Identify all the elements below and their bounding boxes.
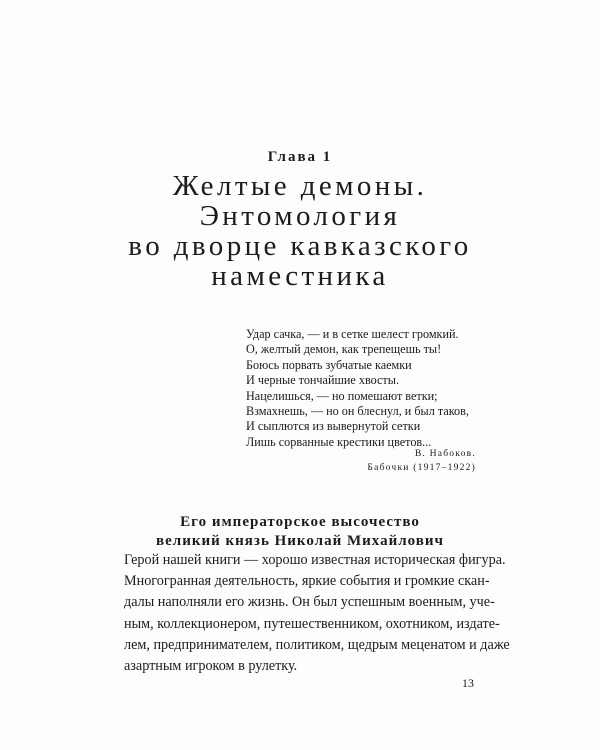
epigraph-line: О, желтый демон, как трепещешь ты! [246,342,442,357]
epigraph-line: Нацелишься, — но помешают ветки; [246,388,438,403]
epigraph-source: Бабочки (1917–1922) [367,462,476,473]
body-line: Многогранная деятельность, яркие события и громкие скан- [124,573,490,590]
chapter-title-line: Желтые демоны. [172,170,428,202]
section-heading-line: Его императорское высочество [180,514,420,530]
chapter-title-line: во дворце кавказского [128,230,472,262]
body-line: Герой нашей книги — хорошо известная историческая фигура. [124,552,506,568]
body-line: далы наполняли его жизнь. Он был успешным военным, уче- [124,594,495,611]
section-heading-line: великий князь Николай Михайлович [156,533,444,549]
epigraph-line: Лишь сорванные крестики цветов... [246,434,432,449]
epigraph-line: И черные тончайшие хвосты. [246,373,399,388]
epigraph-line: Удар сачка, — и в сетке шелест громкий. [246,327,459,341]
epigraph-attribution [367,447,476,475]
epigraph-line: И сыплются из вывернутой сетки [246,419,421,434]
body-line: лем, предпринимателем, политиком, щедрым меценатом и даже [124,636,510,653]
body-line: ным, коллекционером, путешественником, охотником, издате- [124,615,500,632]
page-number: 13 [462,676,474,690]
body-line: азартным игроком в рулетку. [124,658,298,675]
chapter-title [0,171,600,291]
section-heading [0,513,600,551]
chapter-label: Глава 1 [267,149,333,165]
chapter-title-line: Энтомология [199,200,401,232]
epigraph-poem [246,327,476,450]
epigraph-author: В. Набоков. [414,448,476,459]
epigraph-line: Боюсь порвать зубчатые каемки [246,357,412,372]
body-paragraph [124,550,510,677]
epigraph-line: Взмахнешь, — но он блеснул, и был таков, [246,404,469,419]
chapter-title-line: наместника [211,260,389,292]
